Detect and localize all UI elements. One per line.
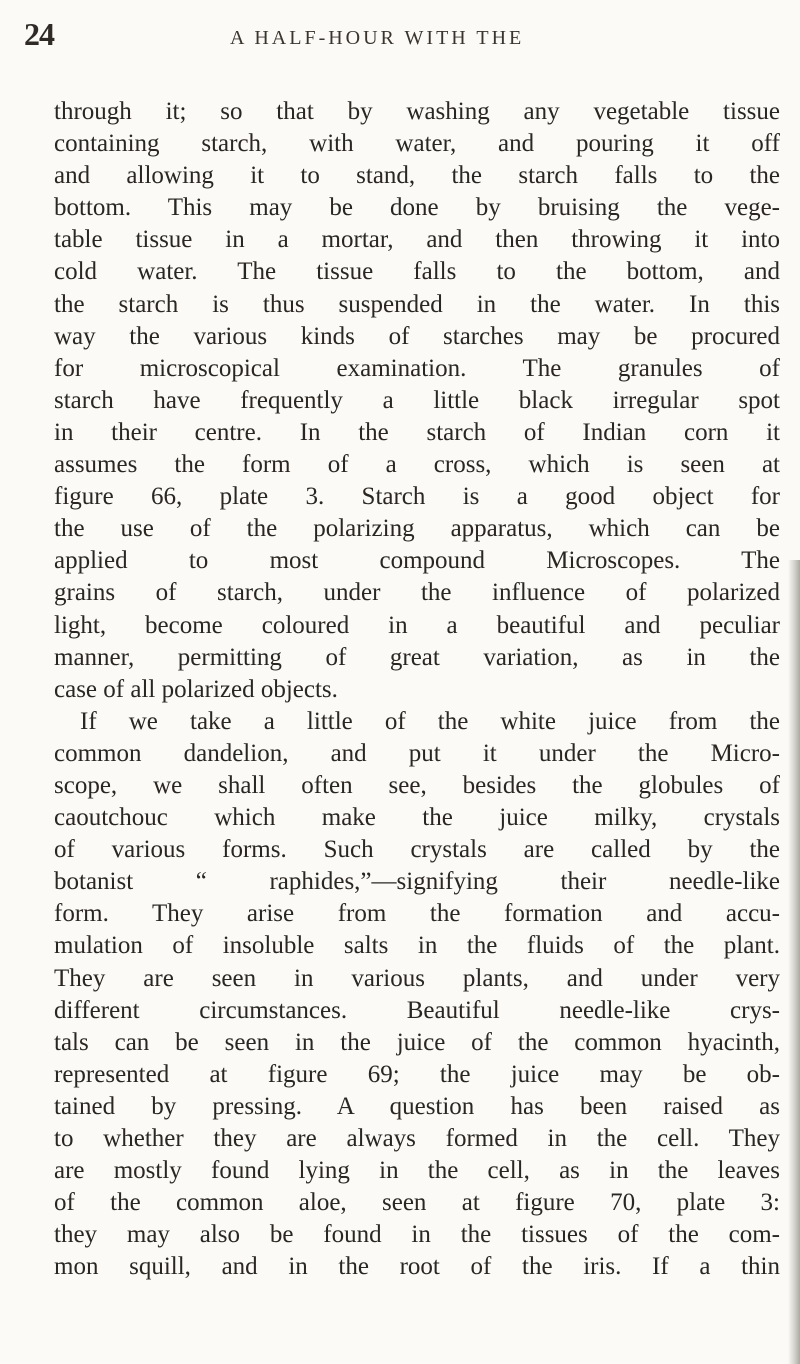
text-line: mon squill, and in the root of the iris. If a thin [54, 1253, 780, 1281]
text-line: of various forms. Such crystals are called by the [54, 836, 780, 864]
text-line: for microscopical examination. The granules of [54, 354, 780, 382]
text-line: grains of starch, under the influence of polarized [54, 579, 780, 607]
text-line: they may also be found in the tissues of the com- [54, 1221, 780, 1249]
text-line: and allowing it to stand, the starch falls to the [54, 162, 780, 190]
text-line: scope, we shall often see, besides the globules of [54, 771, 780, 799]
text-line: caoutchouc which make the juice milky, crystals [54, 804, 780, 832]
text-line: mulation of insoluble salts in the fluids of the plant. [54, 932, 780, 960]
text-line: way the various kinds of starches may be procured [54, 322, 780, 350]
text-line: are mostly found lying in the cell, as in the leaves [54, 1157, 780, 1185]
paragraph-last-line: case of all polarized objects. [54, 675, 338, 703]
text-line: represented at figure 69; the juice may be ob- [54, 1060, 780, 1088]
text-line: They are seen in various plants, and under very [54, 964, 780, 992]
text-line: manner, permitting of great variation, as in the [54, 643, 780, 671]
text-line: of the common aloe, seen at figure 70, plate 3: [54, 1189, 780, 1217]
text-line: botanist “ raphides,”—signifying their needle-like [54, 868, 780, 896]
text-line: cold water. The tissue falls to the bottom, and [54, 258, 780, 286]
text-line: starch have frequently a little black irregular spot [54, 386, 780, 414]
text-line: light, become coloured in a beautiful and peculiar [54, 611, 780, 639]
text-line: to whether they are always formed in the cell. They [54, 1125, 780, 1152]
text-line: containing starch, with water, and pouring it off [54, 130, 780, 158]
text-line: form. They arise from the formation and accu- [54, 900, 780, 928]
text-line: the use of the polarizing apparatus, which can be [54, 515, 780, 543]
paragraph-first-line: If we take a little of the white juice from the [80, 707, 780, 735]
text-line: tals can be seen in the juice of the common hyacinth, [54, 1028, 780, 1056]
text-line: tained by pressing. A question has been raised as [54, 1092, 780, 1120]
page-edge-shadow [788, 560, 800, 1364]
text-line: bottom. This may be done by bruising the vege- [54, 194, 780, 222]
text-line: through it; so that by washing any vegetable tissue [54, 98, 780, 125]
page-number: 24 [24, 16, 54, 52]
text-line: the starch is thus suspended in the water. In this [54, 290, 780, 318]
text-line: figure 66, plate 3. Starch is a good object for [54, 483, 780, 511]
text-line: table tissue in a mortar, and then throwing it into [54, 226, 780, 254]
running-title: A HALF-HOUR WITH THE [230, 27, 525, 49]
text-line: in their centre. In the starch of Indian corn it [54, 418, 780, 446]
text-line: assumes the form of a cross, which is seen at [54, 451, 780, 479]
text-line: different circumstances. Beautiful needle-like crys- [54, 996, 780, 1024]
text-line: common dandelion, and put it under the Micro- [54, 739, 780, 767]
text-line: applied to most compound Microscopes. The [54, 547, 780, 575]
body-text [54, 96, 780, 1283]
